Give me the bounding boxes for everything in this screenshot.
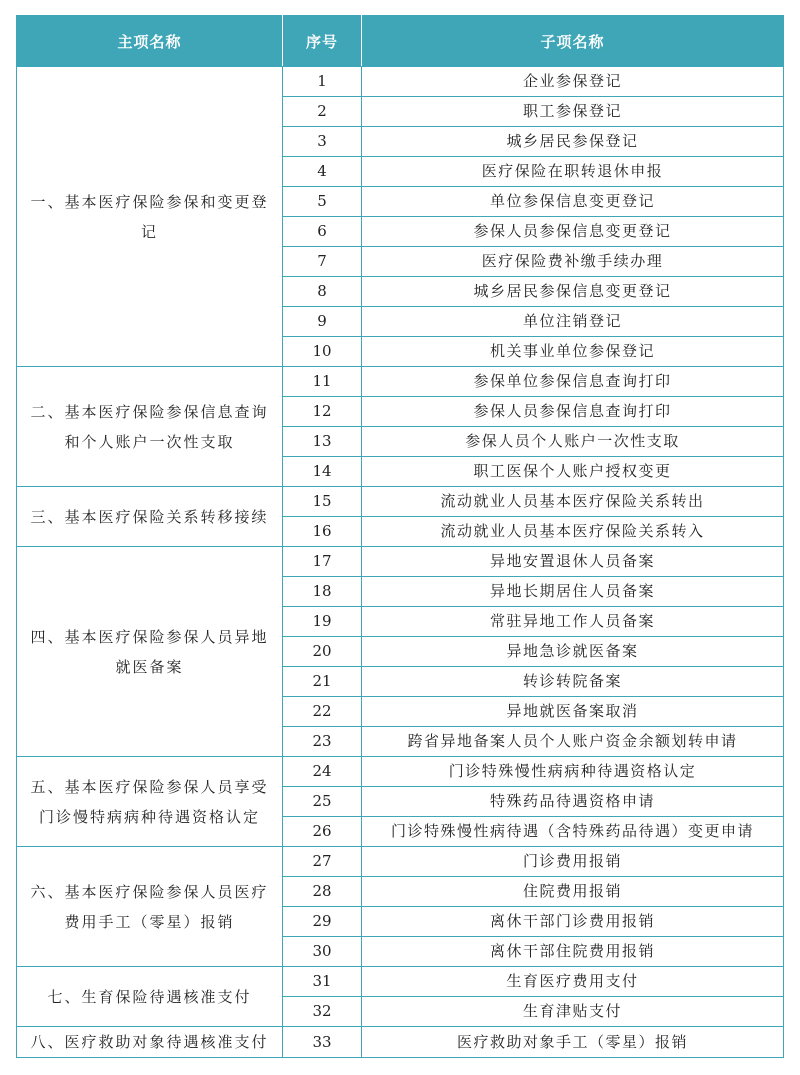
- serial-number: 30: [283, 937, 362, 967]
- serial-number: 29: [283, 907, 362, 937]
- sub-item-name: 医疗救助对象手工（零星）报销: [362, 1027, 784, 1058]
- serial-number: 21: [283, 667, 362, 697]
- serial-number: 32: [283, 997, 362, 1027]
- sub-item-name: 生育津贴支付: [362, 997, 784, 1027]
- serial-number: 1: [283, 67, 362, 97]
- table-row: [17, 367, 784, 397]
- sub-item-name: 门诊费用报销: [362, 847, 784, 877]
- table-row: [17, 487, 784, 517]
- header-main-item: 主项名称: [17, 16, 283, 67]
- main-item-name: 四、基本医疗保险参保人员异地就医备案: [17, 547, 283, 757]
- main-item-name: 六、基本医疗保险参保人员医疗费用手工（零星）报销: [17, 847, 283, 967]
- serial-number: 15: [283, 487, 362, 517]
- serial-number: 3: [283, 127, 362, 157]
- serial-number: 31: [283, 967, 362, 997]
- sub-item-name: 异地安置退休人员备案: [362, 547, 784, 577]
- serial-number: 17: [283, 547, 362, 577]
- table-body: [17, 67, 784, 1058]
- serial-number: 33: [283, 1027, 362, 1058]
- serial-number: 8: [283, 277, 362, 307]
- sub-item-name: 异地长期居住人员备案: [362, 577, 784, 607]
- serial-number: 23: [283, 727, 362, 757]
- serial-number: 26: [283, 817, 362, 847]
- sub-item-name: 参保单位参保信息查询打印: [362, 367, 784, 397]
- serial-number: 6: [283, 217, 362, 247]
- main-item-name: 七、生育保险待遇核准支付: [17, 967, 283, 1027]
- main-item-name: 一、基本医疗保险参保和变更登记: [17, 67, 283, 367]
- main-item-name: 三、基本医疗保险关系转移接续: [17, 487, 283, 547]
- sub-item-name: 住院费用报销: [362, 877, 784, 907]
- serial-number: 28: [283, 877, 362, 907]
- sub-item-name: 离休干部门诊费用报销: [362, 907, 784, 937]
- sub-item-name: 城乡居民参保登记: [362, 127, 784, 157]
- table-row: [17, 67, 784, 97]
- sub-item-name: 医疗保险费补缴手续办理: [362, 247, 784, 277]
- sub-item-name: 转诊转院备案: [362, 667, 784, 697]
- serial-number: 13: [283, 427, 362, 457]
- serial-number: 7: [283, 247, 362, 277]
- header-row: [17, 16, 784, 67]
- serial-number: 9: [283, 307, 362, 337]
- sub-item-name: 参保人员参保信息变更登记: [362, 217, 784, 247]
- serial-number: 2: [283, 97, 362, 127]
- sub-item-name: 单位注销登记: [362, 307, 784, 337]
- serial-number: 20: [283, 637, 362, 667]
- service-table-container: [16, 15, 783, 1058]
- sub-item-name: 职工医保个人账户授权变更: [362, 457, 784, 487]
- service-table: [16, 15, 784, 1058]
- main-item-name: 八、医疗救助对象待遇核准支付: [17, 1027, 283, 1058]
- sub-item-name: 医疗保险在职转退休申报: [362, 157, 784, 187]
- sub-item-name: 异地急诊就医备案: [362, 637, 784, 667]
- serial-number: 12: [283, 397, 362, 427]
- serial-number: 11: [283, 367, 362, 397]
- table-header: [17, 16, 784, 67]
- table-row: [17, 547, 784, 577]
- serial-number: 19: [283, 607, 362, 637]
- sub-item-name: 流动就业人员基本医疗保险关系转出: [362, 487, 784, 517]
- sub-item-name: 参保人员参保信息查询打印: [362, 397, 784, 427]
- sub-item-name: 流动就业人员基本医疗保险关系转入: [362, 517, 784, 547]
- table-row: [17, 757, 784, 787]
- sub-item-name: 离休干部住院费用报销: [362, 937, 784, 967]
- serial-number: 14: [283, 457, 362, 487]
- serial-number: 22: [283, 697, 362, 727]
- serial-number: 25: [283, 787, 362, 817]
- sub-item-name: 常驻异地工作人员备案: [362, 607, 784, 637]
- serial-number: 10: [283, 337, 362, 367]
- sub-item-name: 参保人员个人账户一次性支取: [362, 427, 784, 457]
- serial-number: 27: [283, 847, 362, 877]
- sub-item-name: 门诊特殊慢性病病种待遇资格认定: [362, 757, 784, 787]
- header-serial-number: 序号: [283, 16, 362, 67]
- sub-item-name: 机关事业单位参保登记: [362, 337, 784, 367]
- serial-number: 16: [283, 517, 362, 547]
- serial-number: 5: [283, 187, 362, 217]
- header-sub-item: 子项名称: [362, 16, 784, 67]
- sub-item-name: 异地就医备案取消: [362, 697, 784, 727]
- sub-item-name: 生育医疗费用支付: [362, 967, 784, 997]
- table-row: [17, 847, 784, 877]
- table-row: [17, 1027, 784, 1058]
- sub-item-name: 单位参保信息变更登记: [362, 187, 784, 217]
- sub-item-name: 企业参保登记: [362, 67, 784, 97]
- sub-item-name: 跨省异地备案人员个人账户资金余额划转申请: [362, 727, 784, 757]
- sub-item-name: 城乡居民参保信息变更登记: [362, 277, 784, 307]
- serial-number: 18: [283, 577, 362, 607]
- table-row: [17, 967, 784, 997]
- sub-item-name: 职工参保登记: [362, 97, 784, 127]
- main-item-name: 二、基本医疗保险参保信息查询和个人账户一次性支取: [17, 367, 283, 487]
- main-item-name: 五、基本医疗保险参保人员享受门诊慢特病病种待遇资格认定: [17, 757, 283, 847]
- sub-item-name: 门诊特殊慢性病待遇（含特殊药品待遇）变更申请: [362, 817, 784, 847]
- sub-item-name: 特殊药品待遇资格申请: [362, 787, 784, 817]
- serial-number: 24: [283, 757, 362, 787]
- serial-number: 4: [283, 157, 362, 187]
